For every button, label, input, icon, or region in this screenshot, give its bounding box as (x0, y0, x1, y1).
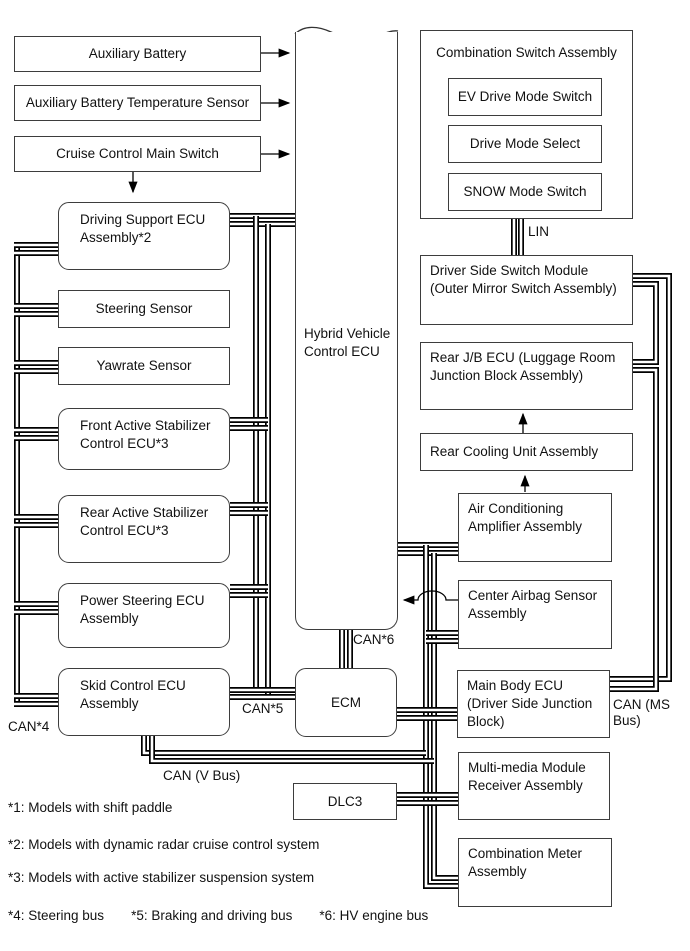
box-yawrate-sensor: Yawrate Sensor (58, 347, 230, 385)
box-front-active-stabilizer-ecu: Front Active Stabilizer Control ECU*3 (58, 408, 230, 470)
can-ms-bus-label: CAN (MS Bus) (613, 697, 670, 728)
box-rear-cooling-unit: Rear Cooling Unit Assembly (420, 433, 633, 471)
box-power-steering-ecu: Power Steering ECU Assembly (58, 583, 230, 648)
box-dlc3: DLC3 (293, 783, 397, 820)
footnote-3: *3: Models with active stabilizer suspension system (8, 870, 315, 885)
box-ecm: ECM (295, 668, 397, 737)
can4-bus-label: CAN*4 (8, 719, 50, 734)
box-drive-mode-select: Drive Mode Select (448, 125, 602, 163)
hv-ecu-label: Hybrid Vehicle Control ECU (304, 326, 391, 359)
box-cruise-control-main-switch: Cruise Control Main Switch (14, 136, 261, 172)
box-multimedia-module-receiver: Multi-media Module Receiver Assembly (458, 752, 610, 820)
box-auxiliary-battery: Auxiliary Battery (14, 36, 261, 72)
box-center-airbag-sensor: Center Airbag Sensor Assembly (458, 580, 612, 649)
box-rear-active-stabilizer-ecu: Rear Active Stabilizer Control ECU*3 (58, 495, 230, 563)
bus-legend-row (8, 908, 428, 923)
bus-legend-steering: *4: Steering bus (8, 908, 105, 923)
box-skid-control-ecu: Skid Control ECU Assembly (58, 668, 230, 736)
box-steering-sensor: Steering Sensor (58, 290, 230, 328)
box-combination-meter: Combination Meter Assembly (458, 838, 612, 907)
can-v-bus-label: CAN (V Bus) (163, 768, 241, 783)
box-snow-mode-switch: SNOW Mode Switch (448, 173, 602, 211)
lin-bus-label: LIN (528, 224, 550, 239)
bus-legend-braking-driving: *5: Braking and driving bus (131, 908, 293, 923)
can5-bus-label: CAN*5 (242, 701, 284, 716)
box-main-body-ecu: Main Body ECU (Driver Side Junction Block) (457, 670, 610, 738)
box-air-conditioning-amplifier: Air Conditioning Amplifier Assembly (458, 493, 612, 562)
can6-bus-label: CAN*6 (353, 632, 395, 647)
box-driving-support-ecu: Driving Support ECU Assembly*2 (58, 202, 230, 270)
footnote-1: *1: Models with shift paddle (8, 800, 173, 815)
box-ev-drive-mode-switch: EV Drive Mode Switch (448, 78, 602, 116)
box-auxiliary-battery-temperature-sensor: Auxiliary Battery Temperature Sensor (14, 85, 261, 121)
box-rear-jb-ecu: Rear J/B ECU (Luggage Room Junction Block Assembly) (420, 342, 633, 410)
bus-legend-hv-engine: *6: HV engine bus (319, 908, 429, 923)
footnote-2: *2: Models with dynamic radar cruise control system (8, 837, 320, 852)
box-driver-side-switch-module: Driver Side Switch Module (Outer Mirror Switch Assembly) (420, 255, 633, 325)
box-hybrid-vehicle-control-ecu (295, 32, 398, 630)
combination-switch-assembly-title: Combination Switch Assembly (436, 45, 617, 60)
